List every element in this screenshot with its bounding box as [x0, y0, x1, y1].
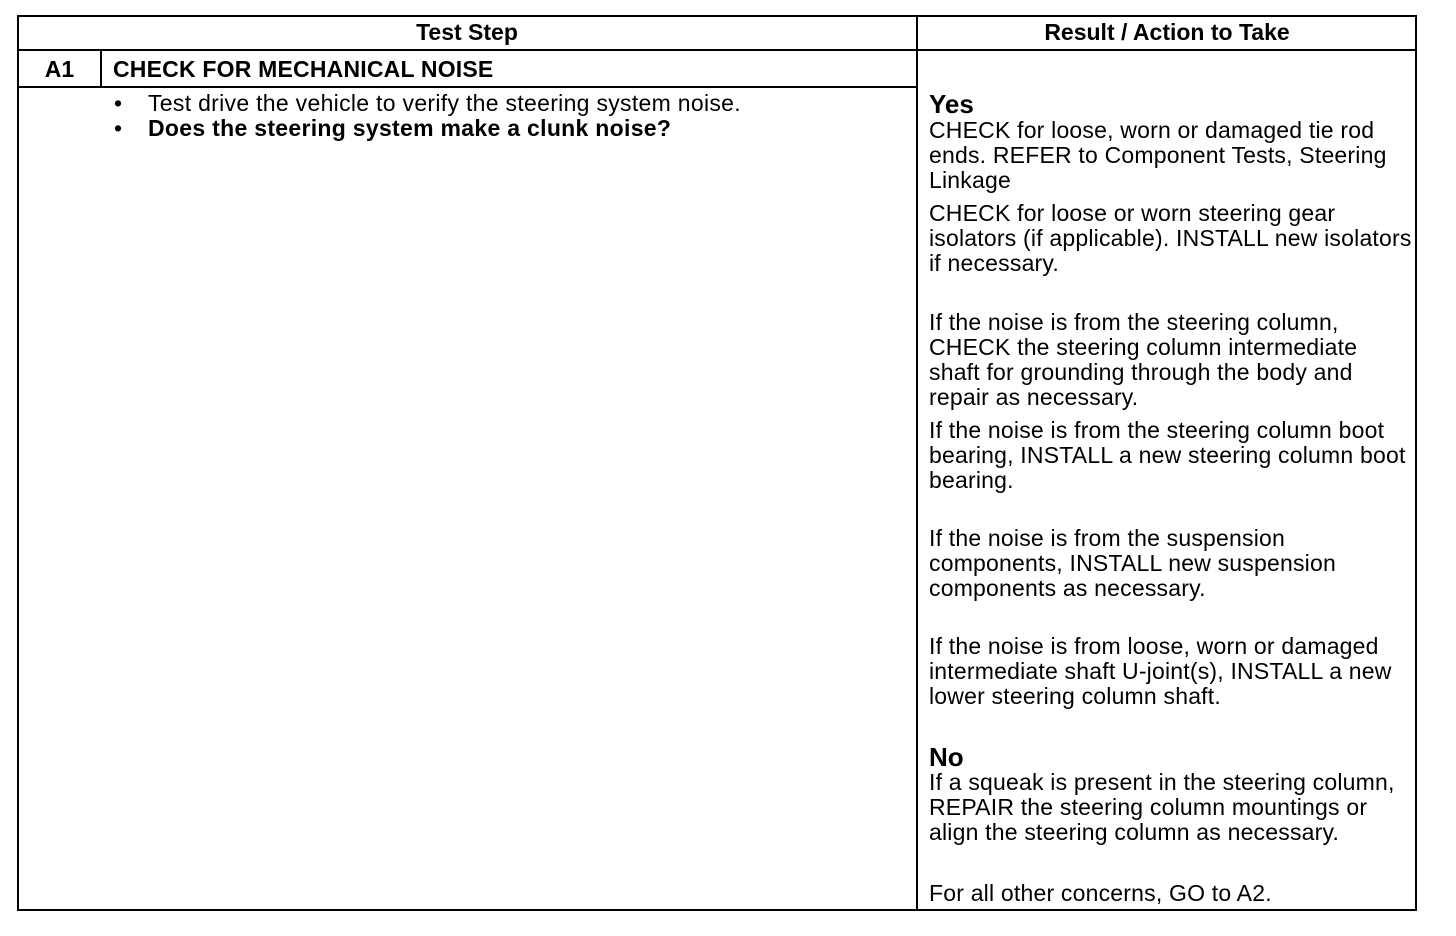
step-question-item [110, 116, 900, 141]
yes-label: Yes [929, 89, 974, 119]
yes-paragraph: CHECK for loose, worn or damaged tie rod ends. REFER to Component Tests, Steering Linkage [929, 117, 1387, 193]
header-rule [17, 49, 1417, 51]
bullet-icon: • [114, 90, 123, 116]
step-question-text: Does the steering system make a clunk noise? [148, 115, 672, 141]
step-instructions [110, 91, 900, 141]
step-id: A1 [44, 56, 75, 82]
step-title: CHECK FOR MECHANICAL NOISE [113, 56, 494, 82]
yes-paragraph: If the noise is from loose, worn or damaged intermediate shaft U-joint(s), INSTALL a new lower steering column shaft. [929, 633, 1392, 709]
header-result-action: Result / Action to Take [1044, 19, 1290, 45]
yes-paragraph: If the noise is from the suspension components, INSTALL new suspension components as necessary. [929, 525, 1336, 601]
yes-paragraph: If the noise is from the steering column boot bearing, INSTALL a new steering column boot bearing. [929, 417, 1406, 493]
no-label: No [929, 742, 964, 772]
step-instruction-item [110, 91, 900, 116]
step-instruction-text: Test drive the vehicle to verify the steering system noise. [148, 90, 741, 116]
no-paragraph: If a squeak is present in the steering column, REPAIR the steering column mountings or align the steering column as necessary. [929, 769, 1395, 845]
header-test-step: Test Step [416, 19, 518, 45]
no-paragraph: For all other concerns, GO to A2. [929, 880, 1272, 906]
step-title-rule [17, 86, 918, 88]
bullet-icon: • [114, 115, 123, 141]
step-id-divider [100, 49, 102, 88]
yes-paragraph: If the noise is from the steering column, CHECK the steering column intermediate shaft for grounding through the body and repair as necessary. [929, 309, 1358, 410]
column-divider [916, 15, 918, 911]
yes-paragraph: CHECK for loose or worn steering gear isolators (if applicable). INSTALL new isolators if necessary. [929, 200, 1412, 276]
